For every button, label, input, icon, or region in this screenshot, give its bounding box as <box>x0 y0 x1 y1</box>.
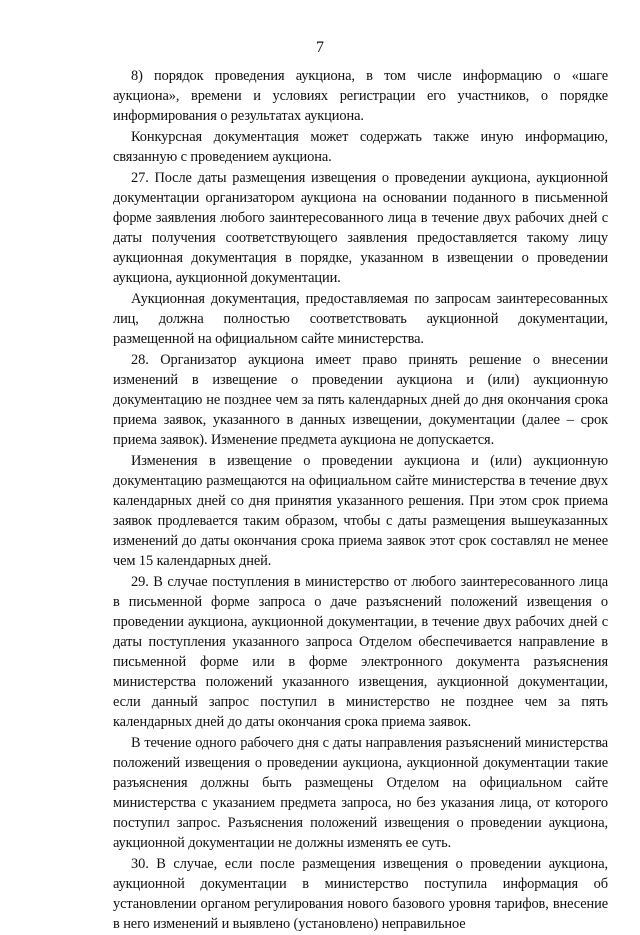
document-body <box>113 66 608 935</box>
page-number: 7 <box>316 39 324 56</box>
paragraph-29-continuation: В течение одного рабочего дня с даты направления разъяснений министерства положений извещения о проведении аукциона, аукционной документации такие разъяснения должны быть размещены Отделом на официальном сайте министерства с указанием предмета запроса, но без указания лица, от которого поступил запрос. Разъяснения положений извещения о проведении аукциона, аукционной документации не должны изменять ее суть. <box>113 735 608 851</box>
paragraph-item-8: 8) порядок проведения аукциона, в том числе информацию о «шаге аукциона», времени и условиях регистрации его участников, о порядке информирования о результатах аукциона. <box>113 68 608 124</box>
paragraph-27: 27. После даты размещения извещения о проведении аукциона, аукционной документации организатором аукциона на основании поданного в письменной форме заявления любого заинтересованного лица в течение двух рабочих дней с даты получения соответствующего заявления предоставляется такому лицу аукционная документация в порядке, указанном в извещении о проведении аукциона, аукционной документации. <box>113 170 608 286</box>
paragraph-28: 28. Организатор аукциона имеет право принять решение о внесении изменений в извещение о проведении аукциона и (или) аукционную документацию не позднее чем за пять календарных дней до дня окончания срока приема заявок, указанного в данных извещении, документации (далее – срок приема заявок). Изменение предмета аукциона не допускается. <box>113 352 608 448</box>
paragraph-additional-info: Конкурсная документация может содержать также иную информацию, связанную с проведением аукциона. <box>113 129 608 165</box>
paragraph-27-continuation: Аукционная документация, предоставляемая по запросам заинтересованных лиц, должна полностью соответствовать аукционной документации, размещенной на официальном сайте министерства. <box>113 291 608 347</box>
paragraph-30: 30. В случае, если после размещения извещения о проведении аукциона, аукционной документации в министерство поступила информация об установлении органом регулирования нового базового уровня тарифов, внесение в него изменений и выявлено (установлено) неправильное <box>113 856 608 932</box>
paragraph-28-continuation: Изменения в извещение о проведении аукциона и (или) аукционную документацию размещаются на официальном сайте министерства в течение двух календарных дней со дня принятия указанного решения. При этом срок приема заявок продлевается таким образом, чтобы с даты размещения вышеуказанных изменений до даты окончания срока приема заявок этот срок составлял не менее чем 15 календарных дней. <box>113 453 608 569</box>
paragraph-29: 29. В случае поступления в министерство от любого заинтересованного лица в письменной форме запроса о даче разъяснений положений извещения о проведении аукциона, аукционной документации, в течение двух рабочих дней с даты поступления указанного запроса Отделом обеспечивается направление в письменной форме или в форме электронного документа разъяснения министерства положений указанного извещения, аукционной документации, если данный запрос поступил в министерство не позднее чем за пять календарных дней до даты окончания срока приема заявок. <box>113 574 608 730</box>
